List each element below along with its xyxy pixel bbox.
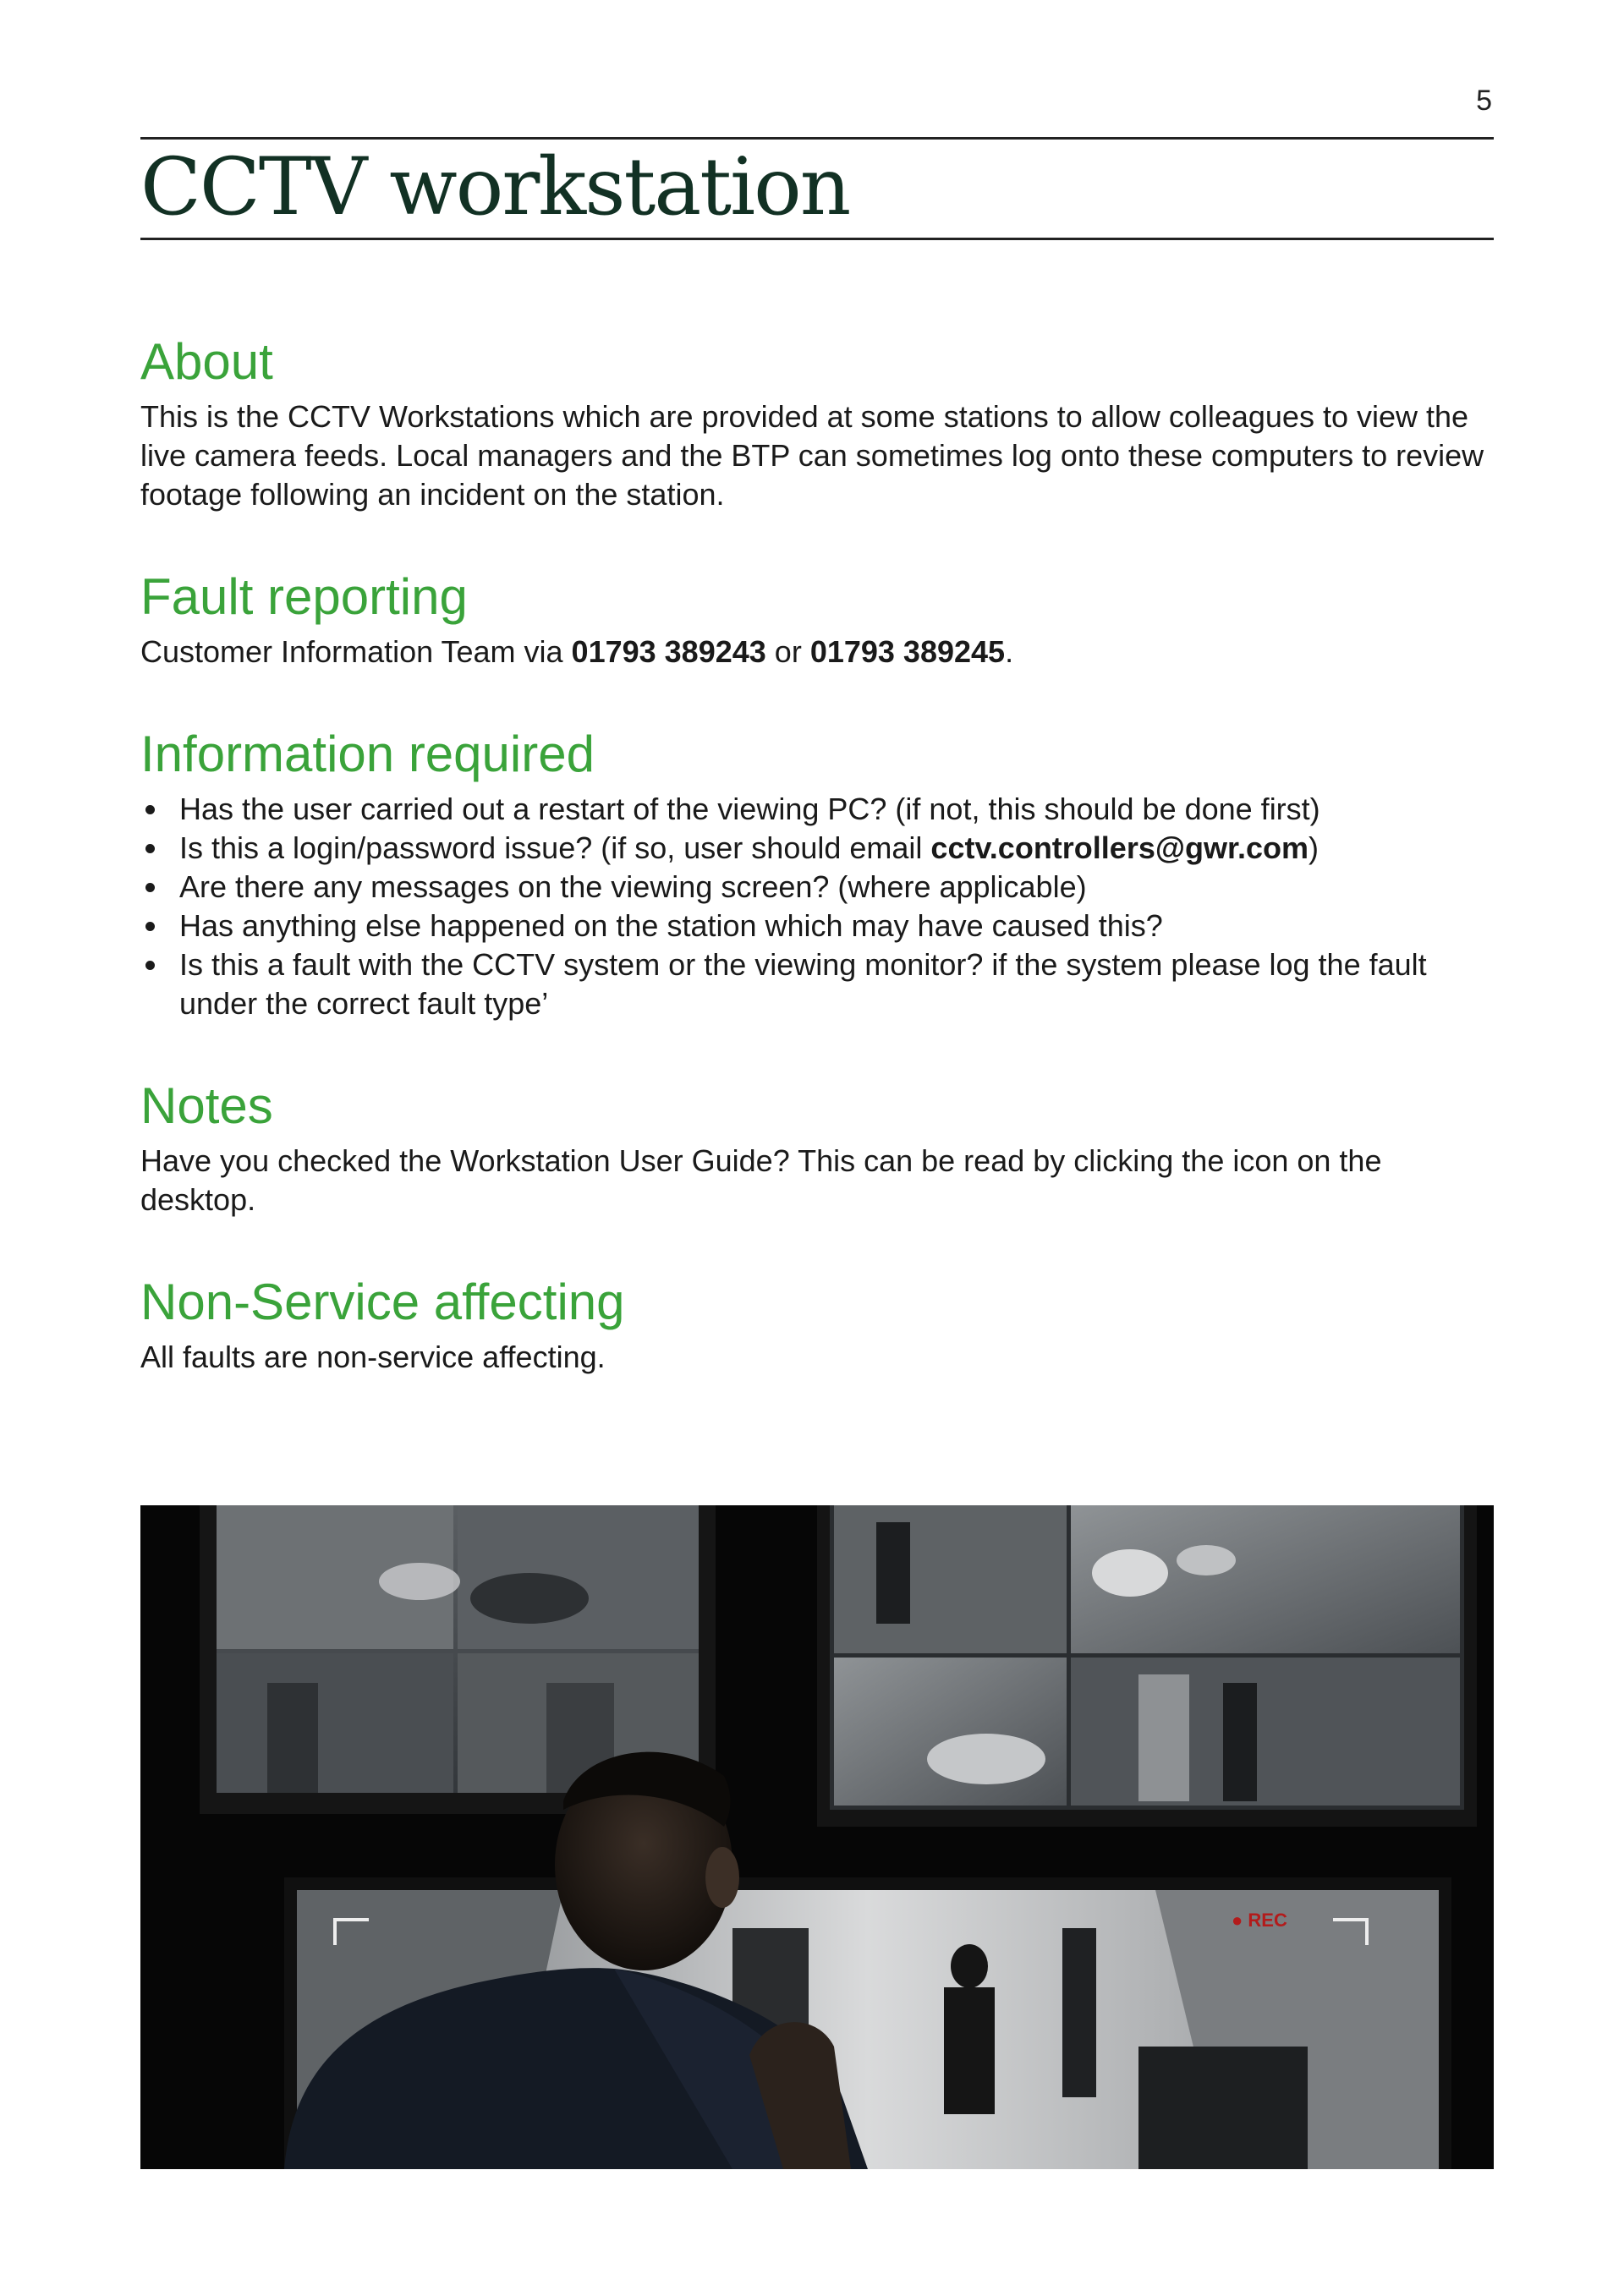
fault-reporting-heading: Fault reporting — [140, 568, 468, 625]
list-item — [140, 829, 1494, 868]
page-title: CCTV workstation — [140, 141, 850, 233]
section-non-service-affecting — [140, 1272, 1494, 1377]
list-item: Has anything else happened on the station which may have caused this? — [140, 907, 1494, 945]
about-text: This is the CCTV Workstations which are provided at some stations to allow colleagues to view the live camera feeds. Local managers and the BTP can sometimes log onto these computers to review footage following an incident on the station. — [140, 399, 1484, 512]
list-item-text: Is this a login/password issue? (if so, user should email — [179, 830, 931, 865]
phone-number-1: 01793 389243 — [571, 634, 766, 669]
fault-reporting-suffix: . — [1005, 634, 1014, 669]
fault-reporting-prefix: Customer Information Team via — [140, 634, 572, 669]
about-heading: About — [140, 333, 273, 390]
rec-indicator: ● REC — [1232, 1910, 1287, 1931]
non-service-text: All faults are non-service affecting. — [140, 1340, 606, 1374]
list-item: Has the user carried out a restart of the viewing PC? (if not, this should be done first) — [140, 790, 1494, 829]
cctv-operator-photo — [140, 1505, 1494, 2169]
list-item: Are there any messages on the viewing screen? (where applicable) — [140, 868, 1494, 907]
list-item: Is this a fault with the CCTV system or the viewing monitor? if the system please log the fault under the correct fault type’ — [140, 945, 1494, 1023]
cctv-photo-illustration — [140, 1505, 1494, 2169]
page-number: 5 — [1476, 85, 1492, 117]
section-information-required — [140, 724, 1494, 1023]
notes-text: Have you checked the Workstation User Guide? This can be read by clicking the icon on the desktop. — [140, 1143, 1382, 1217]
phone-number-2: 01793 389245 — [809, 634, 1006, 669]
title-block — [140, 137, 1494, 240]
monitor-right — [817, 1505, 1477, 1827]
section-notes — [140, 1076, 1494, 1219]
email-address: cctv.controllers@gwr.com — [930, 830, 1309, 865]
section-fault-reporting — [140, 567, 1494, 671]
list-item-suffix: ) — [1309, 830, 1319, 865]
fault-reporting-text — [140, 633, 1494, 671]
document-content — [140, 332, 1494, 1429]
section-about — [140, 332, 1494, 514]
information-required-list — [140, 790, 1494, 1023]
notes-heading: Notes — [140, 1077, 273, 1134]
fault-reporting-mid: or — [765, 634, 810, 669]
non-service-heading: Non-Service affecting — [140, 1274, 625, 1330]
information-required-heading: Information required — [140, 726, 595, 782]
